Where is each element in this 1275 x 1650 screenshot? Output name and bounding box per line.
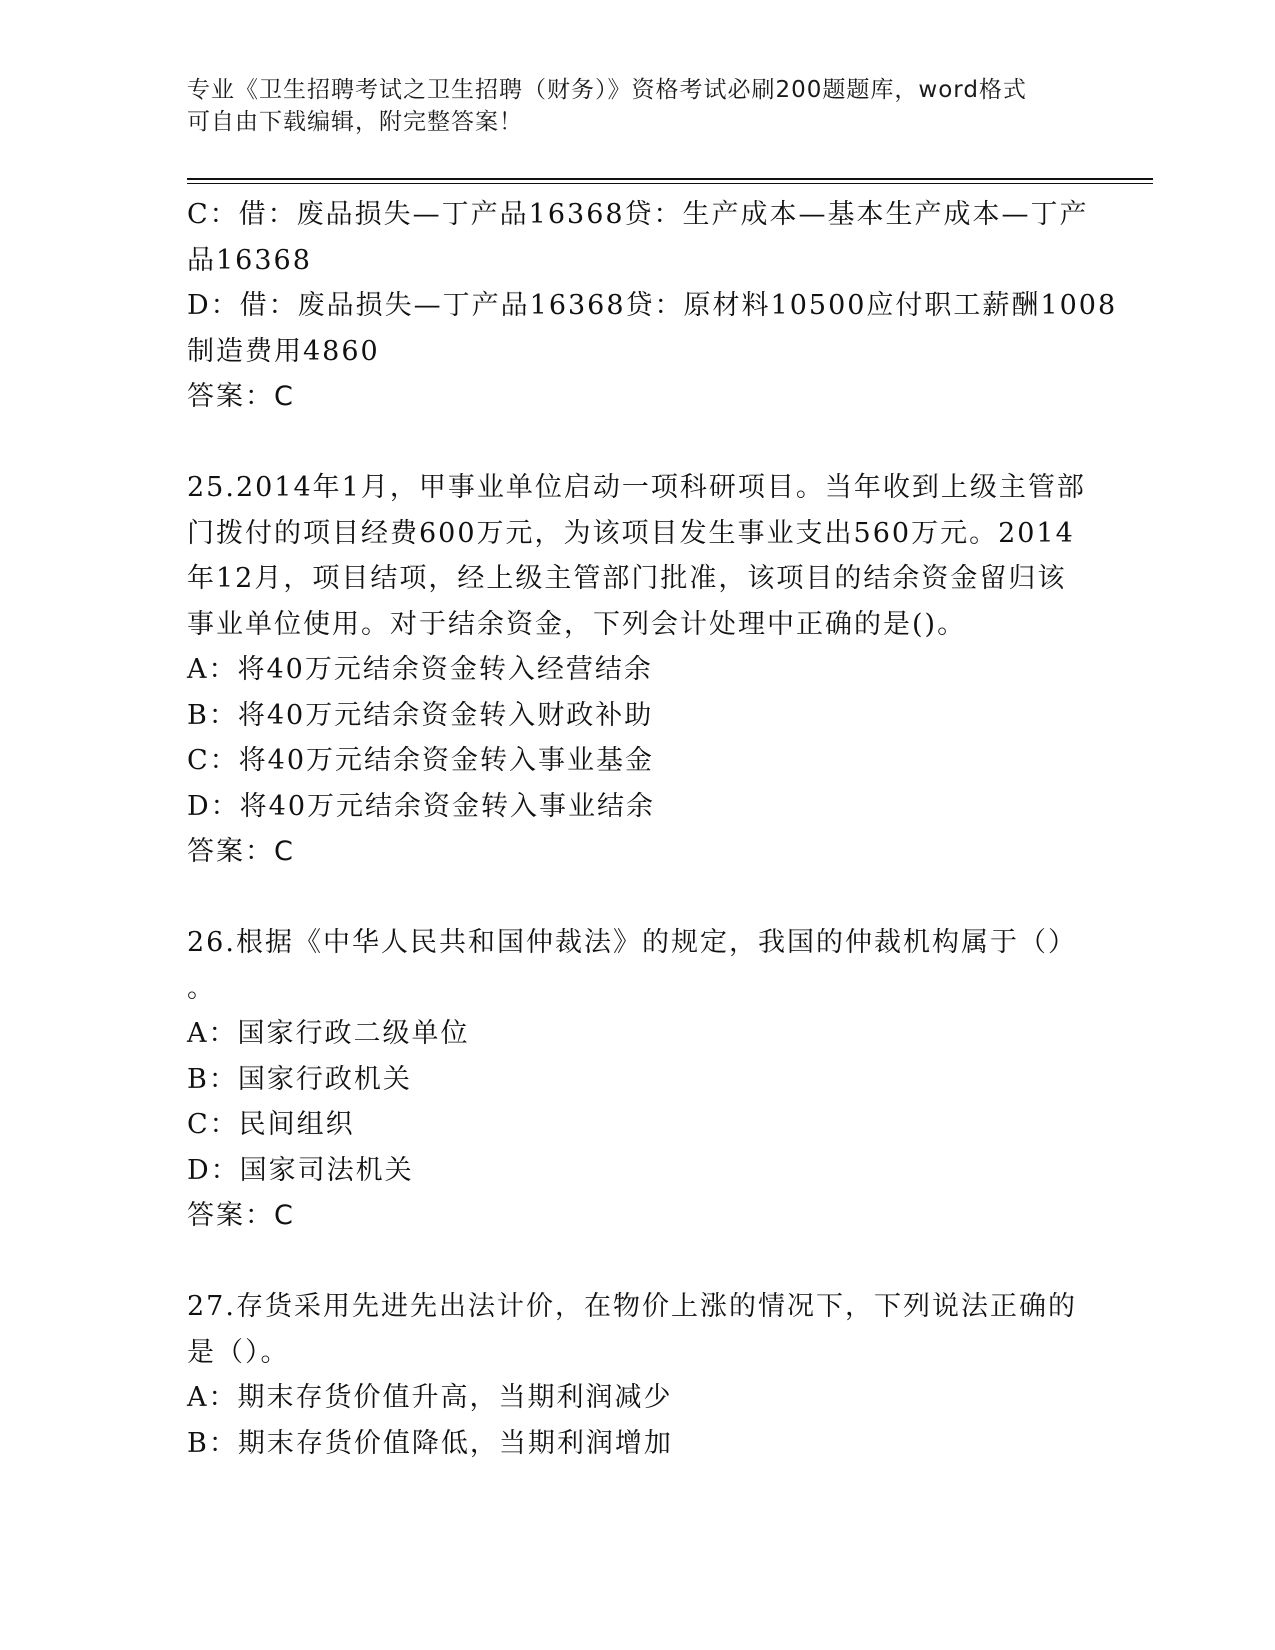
question-27	[187, 1284, 1087, 1466]
q24-option-c-line-1: C：借：废品损失—丁产品16368贷：生产成本—基本生产成本—丁产	[187, 199, 1089, 230]
q26-stem-line-1: 26.根据《中华人民共和国仲裁法》的规定，我国的仲裁机构属于（）	[187, 927, 1077, 958]
q26-option-d: D：国家司法机关	[187, 1154, 414, 1186]
q25-answer: 答案：C	[187, 836, 295, 867]
q27-stem-line-1: 27.存货采用先进先出法计价，在物价上涨的情况下，下列说法正确的	[187, 1291, 1077, 1322]
spacer	[187, 420, 1087, 466]
q25-stem-line-4: 事业单位使用。对于结余资金，下列会计处理中正确的是()。	[187, 608, 967, 640]
q24-option-d-line-2: 制造费用4860	[187, 335, 380, 367]
header-line-2: 可自由下载编辑，附完整答案！	[187, 109, 523, 135]
q26-option-b: B：国家行政机关	[187, 1063, 412, 1095]
q27-option-b: B：期末存货价值降低，当期利润增加	[187, 1427, 673, 1459]
q26-answer: 答案：C	[187, 1200, 295, 1231]
q27-stem-line-2: 是（）。	[187, 1336, 290, 1368]
header-divider-thin	[187, 183, 1153, 184]
document-header	[187, 74, 1067, 138]
header-divider-thick	[187, 178, 1153, 180]
question-24-tail	[187, 192, 1118, 420]
q25-option-c: C：将40万元结余资金转入事业基金	[187, 745, 655, 776]
q25-stem-line-3: 年12月，项目结项，经上级主管部门批准，该项目的结余资金留归该	[187, 563, 1067, 594]
question-25	[187, 465, 1087, 875]
q26-option-c: C：民间组织	[187, 1109, 355, 1140]
q24-option-d-line-1: D：借：废品损失—丁产品16368贷：原材料10500应付职工薪酬1008	[187, 290, 1118, 321]
document-body	[187, 192, 1118, 1466]
header-line-1: 专业《卫生招聘考试之卫生招聘（财务）》资格考试必刷200题题库，word格式	[187, 77, 1027, 103]
q25-option-d: D：将40万元结余资金转入事业结余	[187, 790, 656, 822]
q26-option-a: A：国家行政二级单位	[187, 1018, 470, 1049]
question-26	[187, 920, 1087, 1239]
q24-option-c-line-2: 品16368	[187, 244, 312, 276]
q25-stem-line-2: 门拨付的项目经费600万元，为该项目发生事业支出560万元。2014	[187, 517, 1075, 549]
spacer	[187, 1239, 1087, 1285]
q25-option-a: A：将40万元结余资金转入经营结余	[187, 654, 653, 685]
q26-stem-line-2: 。	[187, 972, 216, 1004]
q25-option-b: B：将40万元结余资金转入财政补助	[187, 699, 654, 731]
q24-answer: 答案：C	[187, 381, 295, 412]
spacer	[187, 875, 1087, 921]
q27-option-a: A：期末存货价值升高，当期利润减少	[187, 1382, 673, 1413]
q25-stem-line-1: 25.2014年1月，甲事业单位启动一项科研项目。当年收到上级主管部	[187, 472, 1086, 503]
